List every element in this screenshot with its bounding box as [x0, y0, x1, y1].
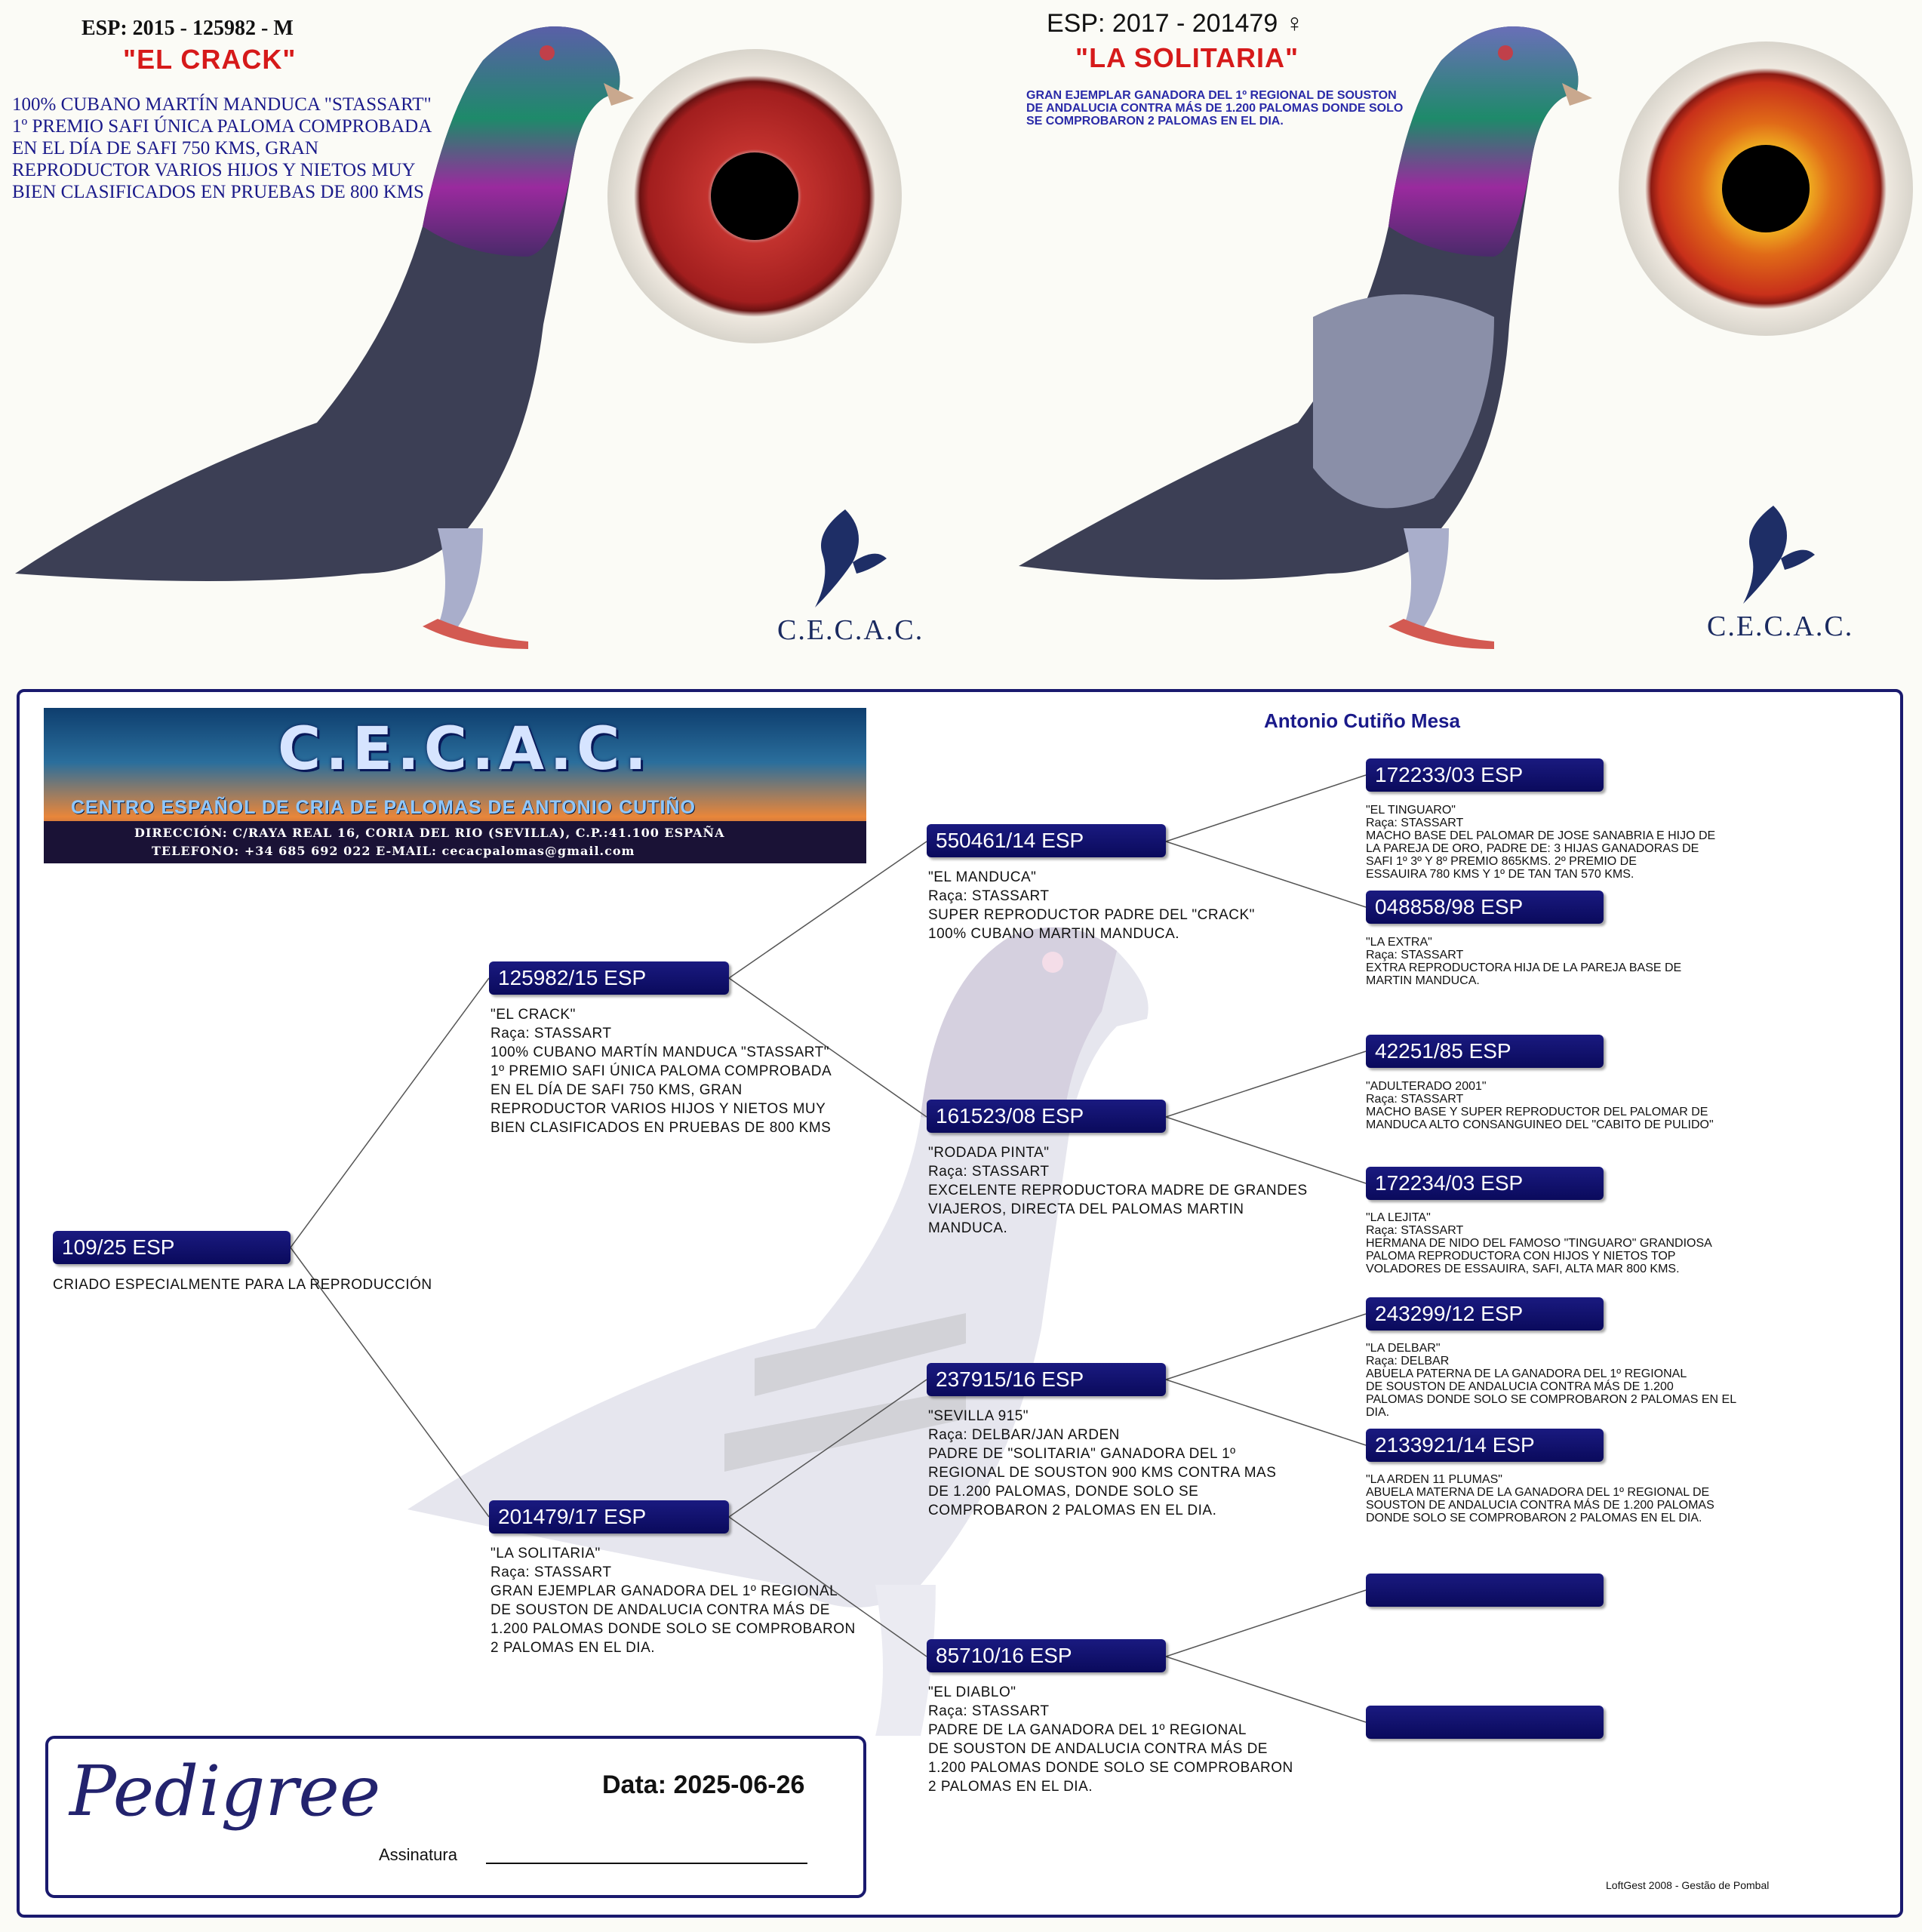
sire-info: "EL CRACK" Raça: STASSART 100% CUBANO MARTÍN MANDUCA "STASSART" 1º PREMIO SAFI ÚNICA PALOMA COMPROBADA EN EL DÍA DE SAFI 750 KMS, GRAN REPRODUCTOR VARIOS HIJOS Y NIETOS MUY BIEN CLASIFICADOS EN PRUEBAS DE 800 KMS: [490, 1007, 832, 1136]
sire-dam-ring-box[interactable]: 161523/08 ESP: [927, 1100, 1166, 1133]
right-brand-text: C.E.C.A.C.: [1707, 611, 1854, 642]
sds-ring-box[interactable]: 42251/85 ESP: [1366, 1035, 1604, 1068]
sss-info: "EL TINGUARO" Raça: STASSART MACHO BASE DEL PALOMAR DE JOSE SANABRIA E HIJO DE LA PAREJA DE ORO, PADRE DE: 3 HIJAS GANADORAS DE SAFI 1º 3º Y 8º PREMIO 865KMS. 2º PREMIO DE ESSAUIRA 780 KMS Y 1º DE TAN TAN 570 KMS.: [1366, 804, 1716, 881]
right-bird-description: GRAN EJEMPLAR GANADORA DEL 1º REGIONAL DE SOUSTON DE ANDALUCIA CONTRA MÁS DE 1.200 PALOMAS DONDE SOLO SE COMPROBARON 2 PALOMAS EN EL DIA.: [1026, 89, 1404, 128]
left-brand-text: C.E.C.A.C.: [777, 614, 924, 646]
signature-line[interactable]: [486, 1863, 807, 1864]
left-bird-description: 100% CUBANO MARTÍN MANDUCA "STASSART" 1º PREMIO SAFI ÚNICA PALOMA COMPROBADA EN EL DÍA DE SAFI 750 KMS, GRAN REPRODUCTOR VARIOS HIJOS Y NIETOS MUY BIEN CLASIFICADOS EN PRUEBAS DE 800 KMS: [12, 94, 432, 202]
sire-sire-info: "EL MANDUCA" Raça: STASSART SUPER REPRODUCTOR PADRE DEL "CRACK" 100% CUBANO MARTIN MANDUCA.: [928, 869, 1255, 942]
dam-sire-ring-box[interactable]: 237915/16 ESP: [927, 1363, 1166, 1396]
signature-label: Assinatura: [379, 1845, 457, 1864]
right-bird-ring: ESP: 2017 - 201479 ♀: [1047, 9, 1305, 38]
ssd-info: "LA EXTRA" Raça: STASSART EXTRA REPRODUCTORA HIJA DE LA PAREJA BASE DE MARTIN MANDUCA.: [1366, 936, 1682, 987]
dsd-info: "LA ARDEN 11 PLUMAS" ABUELA MATERNA DE LA GANADORA DEL 1º REGIONAL DE SOUSTON DE ANDALUCIA CONTRA MÁS DE 1.200 PALOMAS DONDE SOLO SE COMPROBARON 2 PALOMAS EN EL DIA.: [1366, 1473, 1714, 1524]
dss-info: "LA DELBAR" Raça: DELBAR ABUELA PATERNA DE LA GANADORA DEL 1º REGIONAL DE SOUSTON DE ANDALUCIA CONTRA MÁS DE 1.200 PALOMAS DONDE SOLO SE COMPROBARON 2 PALOMAS EN EL DIA.: [1366, 1342, 1737, 1419]
sdd-ring-box[interactable]: 172234/03 ESP: [1366, 1167, 1604, 1200]
dam-dam-ring-box[interactable]: 85710/16 ESP: [927, 1639, 1166, 1672]
dam-ring-box[interactable]: 201479/17 ESP: [489, 1500, 729, 1534]
ddd-ring-box[interactable]: [1366, 1706, 1604, 1739]
dam-info: "LA SOLITARIA" Raça: STASSART GRAN EJEMPLAR GANADORA DEL 1º REGIONAL DE SOUSTON DE ANDALUCIA CONTRA MÁS DE 1.200 PALOMAS DONDE SOLO SE COMPROBARON 2 PALOMAS EN EL DIA.: [490, 1546, 856, 1656]
dam-dam-info: "EL DIABLO" Raça: STASSART PADRE DE LA GANADORA DEL 1º REGIONAL DE SOUSTON DE ANDALUCIA CONTRA MÁS DE 1.200 PALOMAS DONDE SOLO SE COMPROBARON 2 PALOMAS EN EL DIA.: [928, 1684, 1293, 1795]
banner-title: C.E.C.A.C.: [278, 715, 651, 783]
ssd-ring-box[interactable]: 048858/98 ESP: [1366, 891, 1604, 924]
left-bird-name: "EL CRACK": [123, 44, 297, 75]
date-label: Data: 2025-06-26: [602, 1770, 805, 1799]
banner-address: DIRECCIÓN: C/RAYA REAL 16, CORIA DEL RIO (SEVILLA), C.P.:41.100 ESPAÑA: [134, 826, 725, 840]
dam-sire-info: "SEVILLA 915" Raça: DELBAR/JAN ARDEN PADRE DE "SOLITARIA" GANADORA DEL 1º REGIONAL DE SOUSTON 900 KMS CONTRA MAS DE 1.200 PALOMAS, DONDE SOLO SE COMPROBARON 2 PALOMAS EN EL DIA.: [928, 1408, 1277, 1518]
sire-ring-box[interactable]: 125982/15 ESP: [489, 961, 729, 995]
subject-info: CRIADO ESPECIALMENTE PARA LA REPRODUCCIÓN: [53, 1277, 432, 1293]
right-bird-name: "LA SOLITARIA": [1075, 42, 1299, 73]
software-credit: LoftGest 2008 - Gestão de Pombal: [1606, 1879, 1770, 1891]
sdd-info: "LA LEJITA" Raça: STASSART HERMANA DE NIDO DEL FAMOSO "TINGUARO" GRANDIOSA PALOMA REPRODUCTORA CON HIJOS Y NIETOS TOP VOLADORES DE ESSAUIRA, SAFI, ALTA MAR 800 KMS.: [1366, 1211, 1712, 1275]
left-bird-ring: ESP: 2015 - 125982 - M: [81, 17, 294, 40]
sds-info: "ADULTERADO 2001" Raça: STASSART MACHO BASE Y SUPER REPRODUCTOR DEL PALOMAR DE MANDUCA ALTO CONSANGUINEO DEL "CABITO DE PULIDO": [1366, 1080, 1714, 1131]
dsd-ring-box[interactable]: 2133921/14 ESP: [1366, 1429, 1604, 1462]
pedigree-logo: Pedigree: [69, 1751, 381, 1832]
banner-contact: TELEFONO: +34 685 692 022 E-MAIL: cecacpalomas@gmail.com: [152, 844, 635, 858]
sire-dam-info: "RODADA PINTA" Raça: STASSART EXCELENTE REPRODUCTORA MADRE DE GRANDES VIAJEROS, DIRECTA DEL PALOMAS MARTIN MANDUCA.: [928, 1145, 1308, 1236]
sire-sire-ring-box[interactable]: 550461/14 ESP: [927, 824, 1166, 857]
banner-subtitle: CENTRO ESPAÑOL DE CRIA DE PALOMAS DE ANTONIO CUTIÑO: [71, 797, 696, 818]
subject-ring-box[interactable]: 109/25 ESP: [53, 1231, 291, 1264]
dss-ring-box[interactable]: 243299/12 ESP: [1366, 1297, 1604, 1331]
dds-ring-box[interactable]: [1366, 1574, 1604, 1607]
sss-ring-box[interactable]: 172233/03 ESP: [1366, 758, 1604, 792]
owner-name: Antonio Cutiño Mesa: [1264, 709, 1460, 732]
